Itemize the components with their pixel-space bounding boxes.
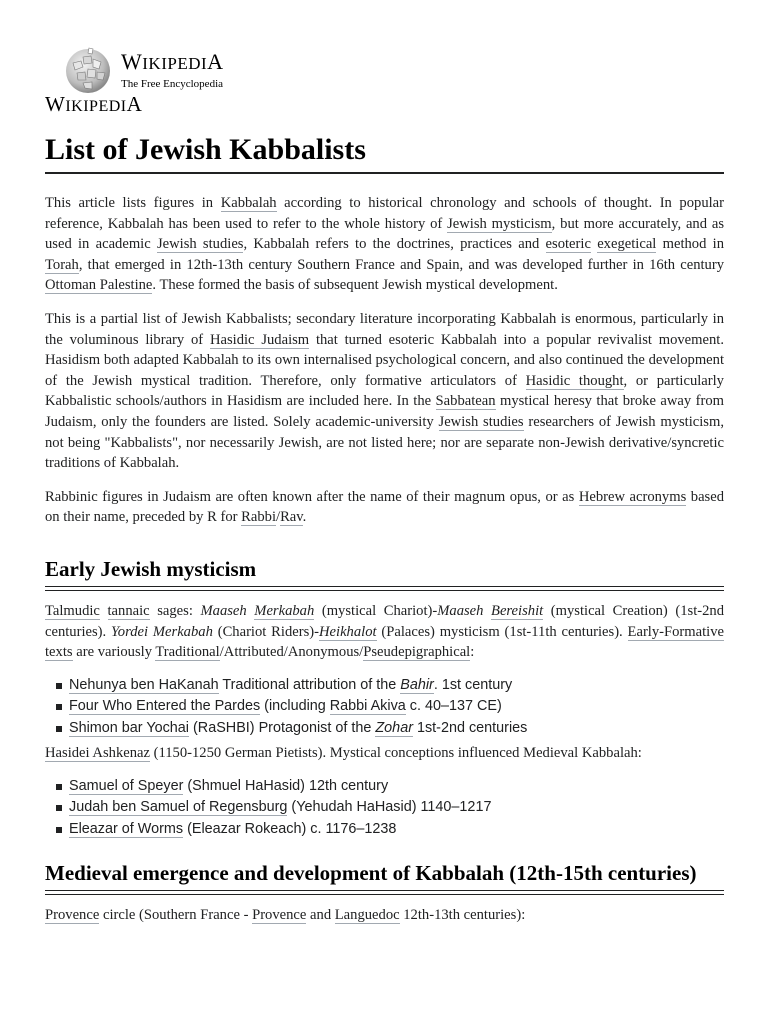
text-run: are variously	[72, 644, 156, 661]
wikipedia-globe-icon	[63, 45, 113, 95]
italic-run[interactable]	[319, 624, 377, 641]
wiki-link[interactable]: Sabbatean	[435, 393, 496, 410]
wiki-link[interactable]: Rav	[280, 509, 303, 526]
wiki-link[interactable]: Provence	[252, 907, 307, 924]
text-run: , that emerged in 12th-13th century Southern France and Spain, and was developed further in 16th century	[78, 256, 724, 273]
text-run: based on their name, preceded by R for	[45, 488, 725, 526]
wiki-link[interactable]: Judah ben Samuel of Regensburg	[69, 799, 288, 816]
italic-run[interactable]	[400, 677, 434, 694]
text-run: 12th-13th centuries):	[399, 907, 526, 924]
text-run: (mystical Chariot)-	[314, 602, 438, 619]
text-run: 1st-2nd centuries	[412, 719, 528, 736]
wiki-link[interactable]: Early-Formative texts	[45, 623, 724, 661]
wiki-link[interactable]: Torah	[45, 256, 79, 273]
intro-paragraph-1	[45, 193, 724, 296]
wiki-link[interactable]: esoteric	[545, 236, 591, 253]
text-run: (Yehudah HaHasid) 1140–1217	[287, 799, 492, 816]
text-run: Maaseh	[200, 602, 255, 619]
italic-run[interactable]	[491, 603, 543, 620]
wiki-link[interactable]: Rabbi Akiva	[329, 698, 406, 715]
wordmark-tagline: The Free Encyclopedia	[121, 77, 224, 90]
wiki-link[interactable]: Merkabah	[254, 602, 315, 619]
wiki-link[interactable]: Talmudic	[45, 602, 100, 619]
text-run: (1150-1250 German Pietists). Mystical conceptions influenced Medieval Kabbalah:	[149, 745, 642, 762]
wiki-link[interactable]: Hasidei Ashkenaz	[45, 745, 150, 762]
wordmark2-initial: W	[45, 92, 66, 116]
wiki-link[interactable]: Samuel of Speyer	[69, 777, 184, 794]
section-heading-medieval-kabbalah: Medieval emergence and development of Kabbalah (12th-15th centuries)	[45, 858, 724, 891]
list-item	[69, 675, 724, 697]
italic-run[interactable]	[375, 720, 413, 737]
wiki-link[interactable]: Jewish studies	[438, 413, 524, 430]
text-run: according to historical chronology and schools of thought. In popular reference, Kabbalah has been used to refer to the whole history of	[45, 195, 725, 232]
text-run: . These formed the basis of subsequent Jewish mystical development.	[152, 277, 558, 294]
early-mystics-list	[45, 675, 724, 740]
text-run: This is a partial list of Jewish Kabbalists; secondary literature incorporating Kabbalah is enormous, particularly in the voluminous library of	[45, 310, 724, 348]
wordmark-initial: W	[121, 48, 143, 74]
wiki-link[interactable]: Jewish mysticism	[447, 215, 552, 232]
wiki-link[interactable]: Hasidic Judaism	[209, 331, 310, 348]
intro-paragraph-2	[45, 309, 724, 474]
wikipedia-logo[interactable]	[63, 45, 224, 95]
wiki-link[interactable]: Hasidic thought	[525, 372, 624, 389]
text-run: that turned esoteric Kabbalah into a popular revivalist movement. Hasidism both adapted Kabbalah to its own internalised psychological concern, and also continued the development of the Jewish mystical tradition. Therefore, only formative articulators of	[45, 331, 724, 389]
text-run: (RaSHBI) Protagonist of the	[189, 719, 376, 736]
wiki-link[interactable]: Languedoc	[334, 907, 400, 924]
text-run: Maaseh	[437, 602, 492, 619]
wordmark2-final: A	[126, 92, 143, 116]
text-run: c. 40–137 CE)	[405, 698, 502, 715]
text-run: Rabbinic figures in Judaism are often known after the name of their magnum opus, or as	[45, 488, 579, 505]
wiki-link[interactable]: Heikhalot	[319, 623, 377, 640]
text-run: researchers of Jewish mysticism, not being "Kabbalists", nor necessarily Jewish, are not listed here; nor are separate non-Jewish derivative/syncretic traditions of Kabbalah.	[45, 413, 724, 472]
wiki-link[interactable]: Jewish studies	[156, 236, 244, 253]
wiki-link[interactable]: Provence	[45, 907, 100, 924]
wiki-link[interactable]: Nehunya ben HaKanah	[69, 676, 219, 693]
wordmark-final: A	[207, 48, 224, 74]
text-run: (mystical Creation) (1st-2nd centuries).	[45, 602, 724, 640]
list-item	[69, 718, 724, 740]
text-run: (Palaces) mysticism (1st-11th centuries).	[376, 623, 628, 640]
wiki-link[interactable]: Kabbalah	[220, 195, 277, 211]
wiki-link[interactable]: Traditional	[155, 644, 220, 661]
italic-run	[437, 603, 491, 619]
text-run: . 1st century	[433, 676, 513, 693]
wiki-link[interactable]: Hebrew acronyms	[578, 488, 687, 505]
wiki-link[interactable]: exegetical	[597, 236, 657, 253]
section2-intro	[45, 905, 724, 926]
text-run: .	[302, 509, 307, 526]
wiki-link[interactable]: Ottoman Palestine	[45, 277, 153, 294]
article-content	[45, 193, 724, 939]
wiki-link[interactable]: Bereishit	[491, 602, 544, 619]
text-run: /	[276, 509, 281, 526]
text-run: This article lists figures in	[45, 195, 221, 211]
text-run: Yordei Merkabah	[111, 623, 213, 640]
text-run: sages:	[149, 602, 201, 619]
list-item	[69, 797, 724, 819]
text-run: (Chariot Riders)-	[212, 623, 319, 640]
section1-intro	[45, 601, 724, 663]
wordmark-middle: IKIPEDI	[142, 53, 208, 73]
list-item	[69, 696, 724, 718]
wiki-link[interactable]: Shimon bar Yochai	[69, 719, 190, 736]
text-run: , Kabbalah refers to the doctrines, practices and	[243, 236, 546, 253]
italic-run[interactable]	[254, 603, 314, 620]
hasidei-ashkenaz-list	[45, 776, 724, 841]
italic-run	[200, 603, 254, 619]
page-title: List of Jewish Kabbalists	[45, 132, 724, 174]
text-run: and	[306, 907, 335, 924]
wiki-link[interactable]: Eleazar of Worms	[69, 820, 184, 837]
wikipedia-text-wordmark	[45, 92, 142, 117]
wordmark-title	[121, 48, 224, 75]
text-run: (including	[260, 698, 330, 715]
italic-run	[111, 624, 213, 640]
wiki-link[interactable]: Four Who Entered the Pardes	[69, 698, 261, 715]
text-run: Traditional attribution of the	[218, 676, 401, 693]
wiki-link[interactable]: Pseudepigraphical	[363, 644, 471, 661]
text-run: method in	[656, 236, 724, 253]
wiki-link[interactable]: tannaic	[107, 602, 150, 619]
text-run: :	[470, 644, 475, 661]
list-item	[69, 776, 724, 798]
text-run	[100, 603, 108, 619]
wiki-link[interactable]: Bahir	[400, 676, 434, 693]
wiki-link[interactable]: Zohar	[375, 719, 413, 736]
text-run: circle (Southern France -	[99, 907, 253, 924]
list-item	[69, 819, 724, 841]
text-run: , or particularly Kabbalistic schools/authors in Hasidism are included here. In the	[45, 372, 724, 410]
text-run: (Eleazar Rokeach) c. 1176–1238	[183, 820, 397, 837]
text-run: mystical heresy that broke away from Judaism, only the founders are listed. Solely academic-university	[45, 393, 724, 430]
section-heading-early-jewish-mysticism: Early Jewish mysticism	[45, 554, 724, 587]
hasidei-ashkenaz-intro	[45, 743, 724, 764]
text-run: (Shmuel HaHasid) 12th century	[183, 777, 389, 794]
text-run: /Attributed/Anonymous/	[219, 644, 364, 661]
wordmark2-middle: IKIPEDI	[65, 98, 127, 115]
wikipedia-wordmark	[121, 48, 224, 90]
wiki-link[interactable]: Rabbi	[241, 509, 277, 526]
text-run: , but more accurately, and as used in academic	[45, 215, 725, 253]
intro-paragraph-3	[45, 487, 724, 528]
